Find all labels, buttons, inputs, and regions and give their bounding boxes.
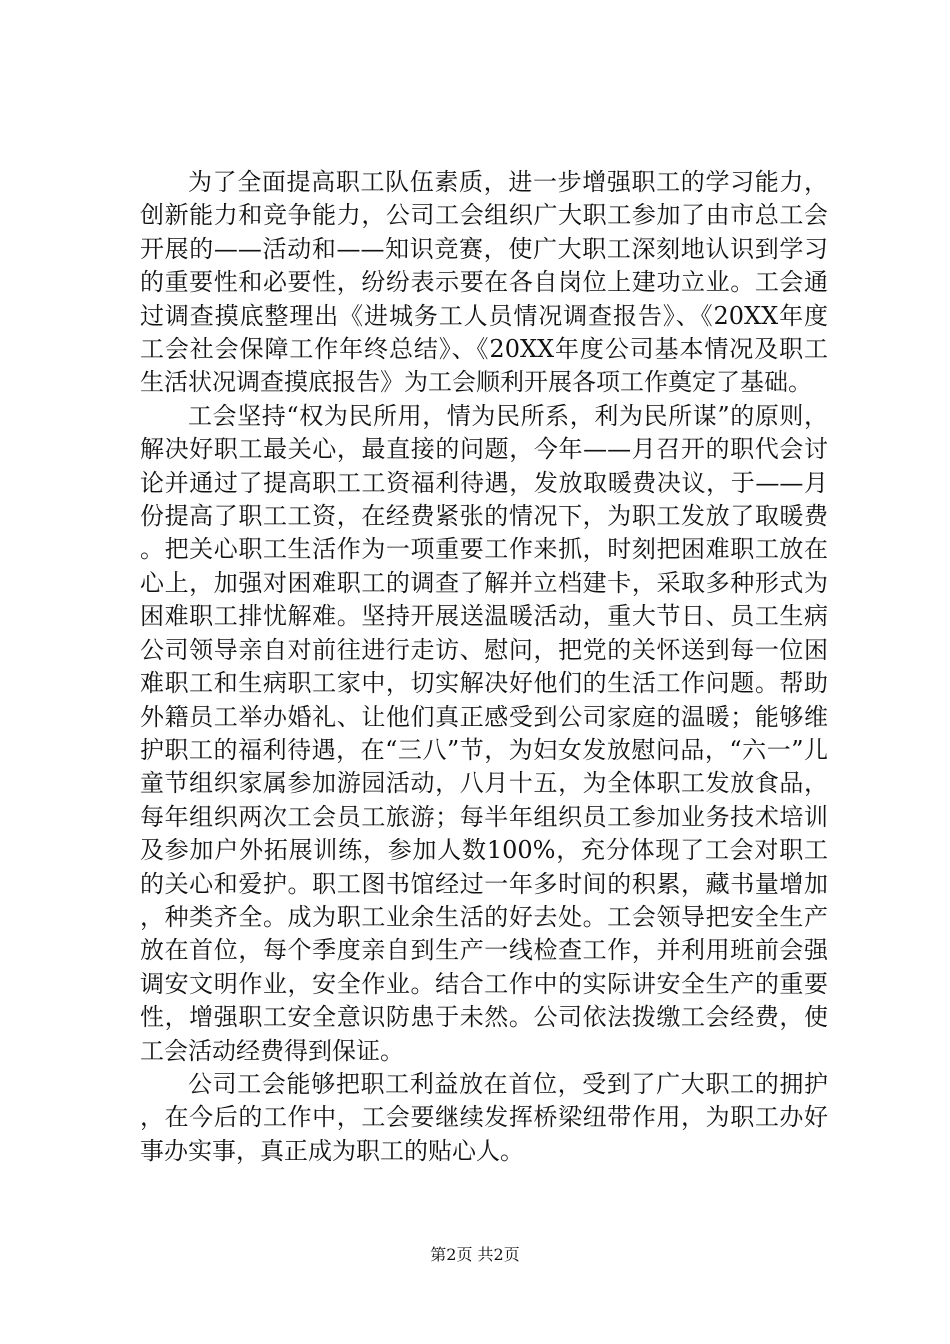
page-footer: 第2页 共2页: [430, 1245, 520, 1264]
document-body: [140, 166, 828, 1168]
paragraph-2: 工会坚持“权为民所用，情为民所系，利为民所谋”的原则，解决好职工最关心，最直接的问题，今年——月召开的职代会讨论并通过了提高职工工资福利待遇，发放取暖费决议，于——月份提高了职工工资，在经费紧张的情况下，为职工发放了取暖费。把关心职工生活作为一项重要工作来抓，时刻把困难职工放在心上，加强对困难职工的调查了解并立档建卡，采取多种形式为困难职工排忧解难。坚持开展送温暖活动，重大节日、员工生病公司领导亲自对前往进行走访、慰问，把党的关怀送到每一位困难职工和生病职工家中，切实解决好他们的生活工作问题。帮助外籍员工举办婚礼、让他们真正感受到公司家庭的温暖；能够维护职工的福利待遇，在“三八”节，为妇女发放慰问品，“六一”儿童节组织家属参加游园活动，八月十五，为全体职工发放食品，每年组织两次工会员工旅游；每半年组织员工参加业务技术培训及参加户外拓展训练，参加人数100%，充分体现了工会对职工的关心和爱护。职工图书馆经过一年多时间的积累，藏书量增加，种类齐全。成为职工业余生活的好去处。工会领导把安全生产放在首位，每个季度亲自到生产一线检查工作，并利用班前会强调安文明作业，安全作业。结合工作中的实际讲安全生产的重要性，增强职工安全意识防患于未然。公司依法拨缴工会经费，使工会活动经费得到保证。: [140, 401, 828, 1065]
paragraph-3: 公司工会能够把职工利益放在首位，受到了广大职工的拥护，在今后的工作中，工会要继续发挥桥梁纽带作用，为职工办好事办实事，真正成为职工的贴心人。: [140, 1069, 828, 1165]
paragraph-1: 为了全面提高职工队伍素质，进一步增强职工的学习能力，创新能力和竞争能力，公司工会组织广大职工参加了由市总工会开展的——活动和——知识竞赛，使广大职工深刻地认识到学习的重要性和必要性，纷纷表示要在各自岗位上建功立业。工会通过调查摸底整理出《进城务工人员情况调查报告》、《20XX年度工会社会保障工作年终总结》、《20XX年度公司基本情况及职工生活状况调查摸底报告》为工会顺利开展各项工作奠定了基础。: [140, 168, 828, 397]
